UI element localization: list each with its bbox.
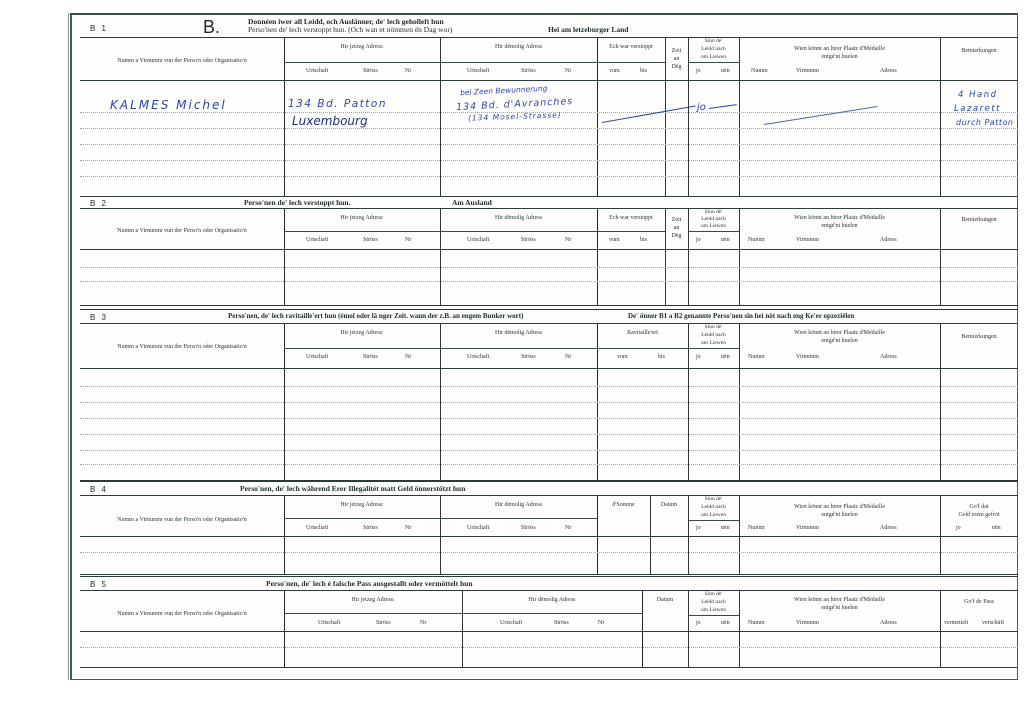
binding-edge <box>68 13 69 680</box>
subheader-line <box>284 613 462 614</box>
section-letter: B. <box>203 17 221 37</box>
row-line <box>80 464 1018 465</box>
current-address-header: Hir jetzeg Adress: <box>351 597 395 603</box>
nr-header: Nr <box>565 354 572 360</box>
nen-header: nën <box>721 68 730 74</box>
section-b2 <box>80 196 1018 304</box>
alive-header-2: Leidd nach <box>701 216 726 222</box>
strass-header: Ströss <box>554 620 569 626</box>
old-address-header: Hir dëmolig Adress <box>528 597 576 603</box>
col-divider <box>739 38 740 196</box>
section-b5 <box>80 576 1018 666</box>
strass-header: Ströss <box>521 68 536 74</box>
row-line <box>80 450 1018 451</box>
alive-header-2: Leidd nach <box>701 599 726 605</box>
nr-header: Nr <box>405 525 412 531</box>
subheader-line <box>462 613 642 614</box>
zeit-header-2: an <box>673 56 680 62</box>
virnumm-header: Virnumm <box>796 237 819 243</box>
handwritten-alive: jo <box>697 102 706 113</box>
subheader-line <box>284 348 440 349</box>
money-header: Go'f dat <box>969 504 989 510</box>
subheader-line <box>597 231 665 232</box>
strass-header: Ströss <box>376 620 391 626</box>
subheader-line <box>688 520 739 521</box>
row-line <box>80 418 1018 419</box>
urtschaft-header: Urtschaft <box>467 68 490 74</box>
header-bottom-line <box>80 80 1018 81</box>
urtschaft-header: Urtschaft <box>467 354 490 360</box>
jo-header: jo <box>956 525 961 531</box>
subheader-line <box>284 518 440 519</box>
old-address-header: Hir dëmolig Adress <box>495 44 542 50</box>
strass-header: Ströss <box>521 237 536 243</box>
subheader-line <box>284 231 440 232</box>
medal-header-2: entgé'nt huelen <box>821 54 858 60</box>
pen-stroke <box>709 104 737 109</box>
nr-header: Nr <box>405 237 412 243</box>
nr-header: Nr <box>565 525 572 531</box>
jo-header: jo <box>696 620 701 626</box>
medal-header-2: entgé'nt huelen <box>821 223 858 229</box>
strass-header: Ströss <box>521 525 536 531</box>
name-col-header: Numm a Virnumm vun der Perso'n oder Organisatio'n <box>117 517 247 523</box>
old-address-header: Hir dëmolig Adress <box>495 502 542 508</box>
nr-header: Nr <box>405 354 412 360</box>
bis-header: bis <box>658 354 666 360</box>
zeit-header: Zeit <box>671 48 682 54</box>
name-col-header: Numm a Virnumm vun der Perso'n oder Organisatio'n <box>117 344 247 350</box>
section-label: B 5 <box>90 580 109 589</box>
remarks-header: Bemierkungen <box>961 334 997 340</box>
subheader-line <box>284 62 440 63</box>
header-bottom-line <box>80 536 1018 537</box>
section-label: B 1 <box>90 24 109 33</box>
pass-header: Go'f de Pass <box>964 599 994 605</box>
current-address-header: Hir jetzeg Adress: <box>340 502 384 508</box>
handwritten-remark-1: 4 Hand <box>958 90 998 100</box>
pen-stroke <box>602 106 696 123</box>
jo-header: jo <box>696 237 701 243</box>
strass-header: Ströss <box>521 354 536 360</box>
section-rule <box>80 309 1018 310</box>
subheader-line <box>440 348 597 349</box>
old-address-header: Hir dëmolig Adress <box>495 330 542 336</box>
row-line <box>80 552 1018 553</box>
col-divider <box>440 209 441 305</box>
jo-header: jo <box>696 525 701 531</box>
hidden-header: Ech war verstoppt <box>609 44 653 50</box>
b3-table <box>80 323 1018 481</box>
nen-header: nën <box>992 525 1001 531</box>
section-title: Perso'nen, de' lech ravitaille'ert hun (émol oder lä nger Zeit. wann der z.B. an engem Bunker wort) <box>228 312 524 320</box>
alive-header: Sinn de' <box>704 209 723 215</box>
medal-header-2: entgé'nt huelen <box>821 512 858 518</box>
row-line <box>80 176 1018 177</box>
name-col-header: Numm a Virnumm vun der Perso'n oder Organisatio'n <box>117 611 247 617</box>
section-rule <box>80 196 1018 197</box>
nr-header: Nr <box>598 620 605 626</box>
medal-header: Wien könnt an hirer Plaatz d'Médaille <box>794 46 885 52</box>
b2-table <box>80 208 1018 306</box>
strass-header: Ströss <box>363 68 378 74</box>
zeit-header-2: an <box>673 225 680 231</box>
medal-header-2: entgé'nt huelen <box>821 605 858 611</box>
handwritten-old-note: bei Zeen Bewunnerung <box>459 83 548 98</box>
subheader-line <box>597 62 665 63</box>
heading-line-2: Perso'nen de' lech verstoppt hun. (Och wan et nömmen én Dag wor) <box>248 25 453 34</box>
alive-header: Sinn de' <box>704 591 723 597</box>
virnumm-header: Virnumm <box>796 354 819 360</box>
section-label: B 4 <box>90 485 109 494</box>
adress-header: Adress <box>880 68 897 74</box>
section-label: B 2 <box>90 199 109 208</box>
pen-stroke <box>764 106 878 125</box>
bis-header: bis <box>640 237 648 243</box>
header-bottom-line <box>80 631 1018 632</box>
subheader-line <box>688 62 739 63</box>
alive-header-3: um Liewen <box>701 340 726 346</box>
heading-place: Hei am letzeburger Land <box>548 25 629 34</box>
zeit-header-3: Dëg <box>671 64 682 70</box>
heading-line-1: Donnéen iwer all Leidd, och Auslänner, de' lech geholleft hun <box>248 17 444 26</box>
medal-header-2: entgé'nt huelen <box>821 338 858 344</box>
row-line <box>80 402 1018 403</box>
zeit-header: Zeit <box>671 217 682 223</box>
col-divider <box>665 209 666 305</box>
section-place: Am Ausland <box>452 198 492 207</box>
bis-header: bis <box>640 68 648 74</box>
handwritten-old-address-2: (134 Mosel-Strasse) <box>467 110 562 123</box>
urtschaft-header: Urtschaft <box>306 525 329 531</box>
jo-header: jo <box>696 68 701 74</box>
handwritten-address: 134 Bd. Patton <box>288 98 388 110</box>
vum-header: vum <box>609 237 620 243</box>
b5-table <box>80 590 1018 668</box>
section-b3 <box>80 309 1018 479</box>
nr-header: Nr <box>565 68 572 74</box>
header-bottom-line <box>80 249 1018 250</box>
alive-header-3: um Liewen <box>701 512 726 518</box>
handwritten-name: KALMES Michel <box>110 98 227 112</box>
old-address-header: Hir dëmolig Adress <box>495 215 542 221</box>
b1-table <box>80 37 1018 197</box>
alive-header: Sinn de' <box>704 324 723 330</box>
somme-header: d'Somme <box>612 502 635 508</box>
strass-header: Ströss <box>363 354 378 360</box>
urtschaft-header: Urtschaft <box>318 620 341 626</box>
alive-header-3: um Liewen <box>701 54 726 60</box>
subheader-line <box>440 231 597 232</box>
adress-header: Adress <box>880 620 897 626</box>
medal-header: Wien könnt an hirer Plaatz d'Médaille <box>794 215 885 221</box>
urtschaft-header: Urtschaft <box>467 237 490 243</box>
col-divider <box>940 38 941 196</box>
row-line <box>80 160 1018 161</box>
alive-header: Sinn de' <box>704 38 723 44</box>
adress-header: Adress <box>880 354 897 360</box>
urtschaft-header: Urtschaft <box>306 68 329 74</box>
current-address-header: Hir jetzeg Adress: <box>340 44 384 50</box>
money-header-2: Geld erem gefrot <box>958 512 1000 518</box>
datum-header: Datum <box>660 502 678 508</box>
nr-header: Nr <box>565 237 572 243</box>
subheader-line <box>440 62 597 63</box>
virnumm-header: Virnumm <box>796 620 819 626</box>
section-b4 <box>80 481 1018 573</box>
row-line <box>80 144 1018 145</box>
numm-header: Numm <box>748 525 765 531</box>
urtschaft-header: Urtschaft <box>306 354 329 360</box>
section-label: B 3 <box>90 313 109 322</box>
jo-header: jo <box>696 354 701 360</box>
remarks-header: Bemierkungen <box>961 48 997 54</box>
row-line <box>80 434 1018 435</box>
urtschaft-header: Urtschaft <box>500 620 523 626</box>
section-rule <box>80 481 1018 482</box>
urtschaft-header: Urtschaft <box>306 237 329 243</box>
subheader-line <box>688 231 739 232</box>
strass-header: Ströss <box>363 525 378 531</box>
alive-header-2: Leidd nach <box>701 332 726 338</box>
remarks-header: Bemierkungen <box>961 217 997 223</box>
numm-header: Numm <box>748 237 765 243</box>
nen-header: nën <box>721 354 730 360</box>
vum-header: vum <box>609 68 620 74</box>
current-address-header: Hir jetzeg Adress: <box>340 330 384 336</box>
subheader-line <box>597 348 688 349</box>
section-b1 <box>80 15 1018 195</box>
row-line <box>80 647 1018 648</box>
handwritten-old-address: 134 Bd. d'Avranches <box>455 95 574 114</box>
section-note: De' önner B1 a B2 genannte Perso'nen sin hei nöt nach eng Ke'er opzeziëlen <box>628 312 855 320</box>
subheader-line <box>688 615 739 616</box>
header-bottom-line <box>80 368 1018 369</box>
alive-header-3: um Liewen <box>701 607 726 613</box>
nr-header: Nr <box>420 620 427 626</box>
urtschaft-header: Urtschaft <box>467 525 490 531</box>
alive-header-2: Leidd nach <box>701 504 726 510</box>
current-address-header: Hir jetzeg Adress: <box>340 215 384 221</box>
virnumm-header: Virnumm <box>796 68 819 74</box>
col-divider <box>940 209 941 305</box>
subheader-line <box>440 518 597 519</box>
adress-header: Adress <box>880 237 897 243</box>
handwritten-remark-2: Lazarett <box>954 104 1002 114</box>
numm-header: Numm <box>748 354 765 360</box>
virnumm-header: Virnumm <box>796 525 819 531</box>
section-title: Perso'nen de' lech verstoppt hun. <box>244 198 351 207</box>
name-col-header: Numm a Virnumm vun der Perso'n oder Organisatio'n <box>117 58 247 64</box>
row-line <box>80 267 1018 268</box>
section-title: Perso'nen, de' lech während Erer Illegalitét matt Geld önnerstötzt hun <box>240 484 466 493</box>
numm-header: Numm <box>748 620 765 626</box>
handwritten-remark-3: durch Patton <box>956 118 1014 127</box>
section-title: Perso'nen, de' lech é falsche Pass ausgestallt oder vermöttelt hun <box>266 579 473 588</box>
strass-header: Ströss <box>363 237 378 243</box>
b4-table <box>80 495 1018 575</box>
col-divider <box>597 209 598 305</box>
row-line <box>80 386 1018 387</box>
row-line <box>80 281 1018 282</box>
vermettelt-header: vermettelt <box>944 620 969 626</box>
alive-header: Sinn de' <box>704 496 723 502</box>
hidden-header: Ech war verstoppt <box>609 215 653 221</box>
nen-header: nën <box>721 525 730 531</box>
alive-header-3: um Liewen <box>701 223 726 229</box>
adress-header: Adress <box>880 525 897 531</box>
nen-header: nën <box>721 620 730 626</box>
alive-header-2: Leidd nach <box>701 46 726 52</box>
handwritten-city: Luxembourg <box>292 114 368 128</box>
verschaft-header: verschäft <box>982 620 1004 626</box>
ravit-header: Ravitaille'ert <box>627 330 658 336</box>
row-line <box>80 128 1018 129</box>
zeit-header-3: Dëg <box>671 233 682 239</box>
nen-header: nën <box>721 237 730 243</box>
nr-header: Nr <box>405 68 412 74</box>
vum-header: vum <box>617 354 628 360</box>
name-col-header: Numm a Virnumm vun der Perso'n oder Organisatio'n <box>117 228 247 234</box>
datum-header: Datum <box>656 597 674 603</box>
medal-header: Wien könnt an hirer Plaatz d'Médaille <box>794 597 885 603</box>
col-divider <box>284 209 285 305</box>
numm-header: Numm <box>751 68 768 74</box>
subheader-line <box>688 348 739 349</box>
medal-header: Wien könnt an hirer Plaatz d'Médaille <box>794 504 885 510</box>
medal-header: Wien könnt an hirer Plaatz d'Médaille <box>794 330 885 336</box>
section-rule <box>80 576 1018 577</box>
